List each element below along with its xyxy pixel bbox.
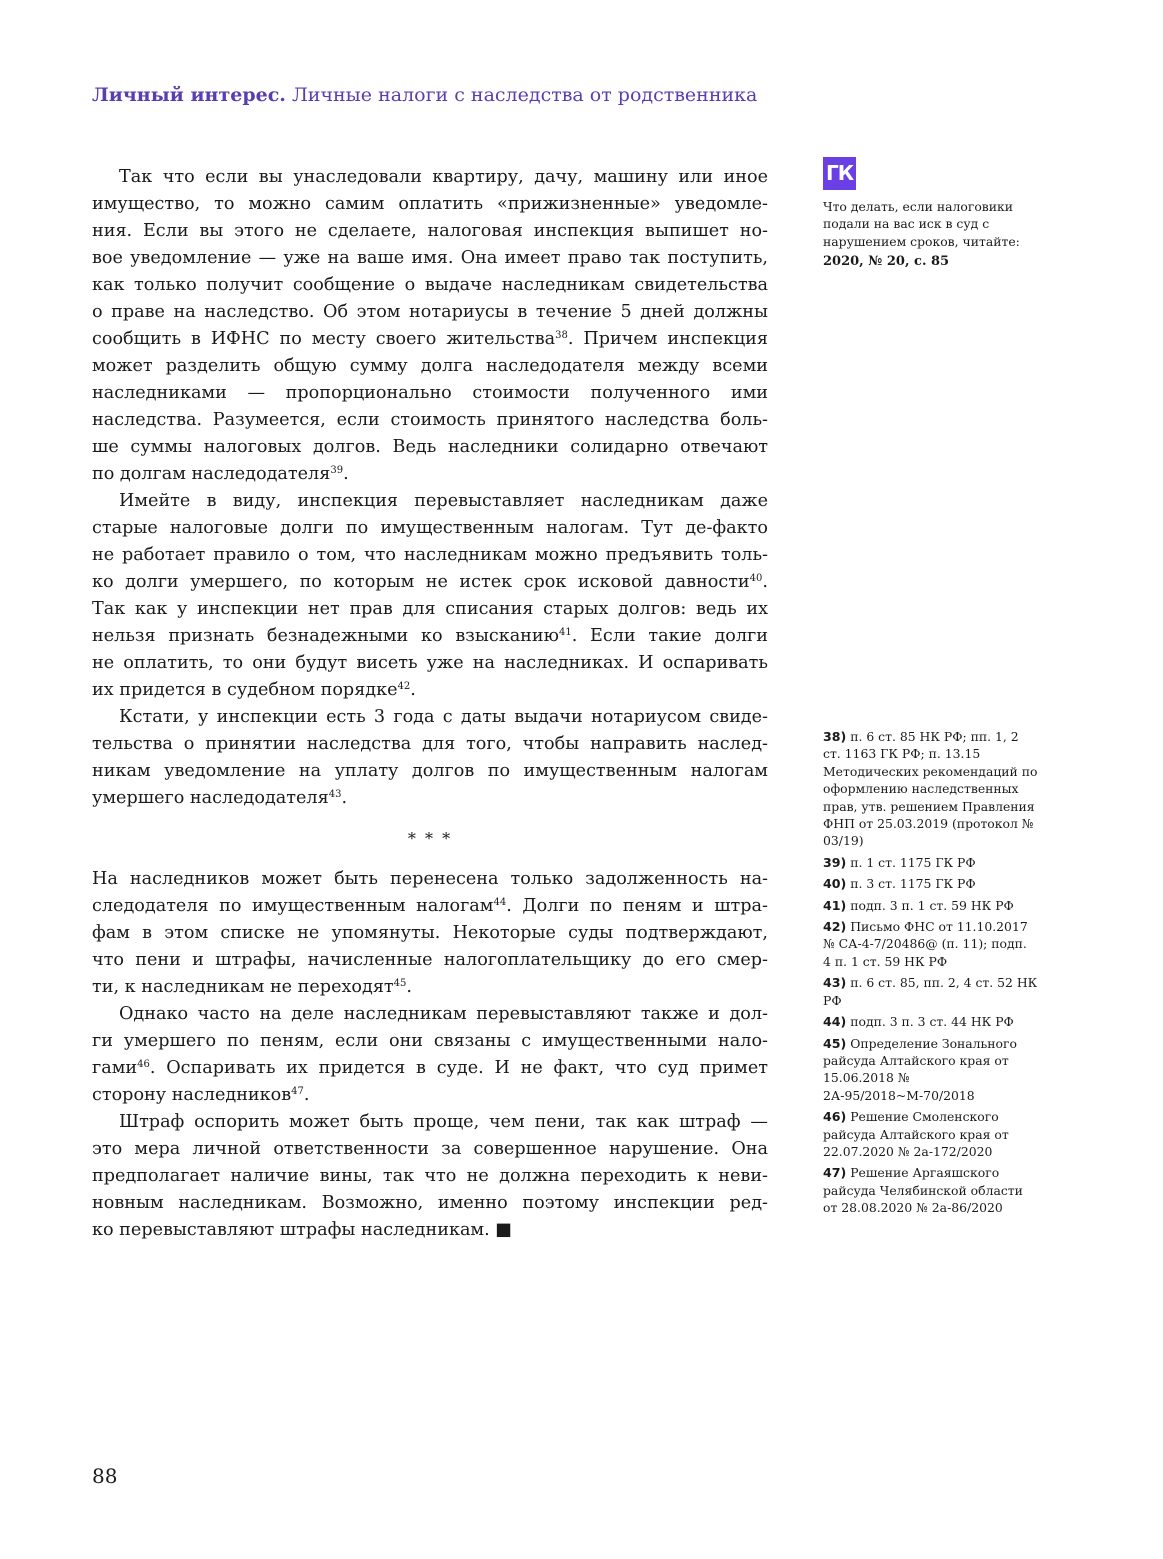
- header-title: Личные налоги с наследства от родственника: [291, 84, 758, 106]
- text-line: сторону наследников$^{47}$.: [92, 1085, 310, 1105]
- footnote-number: 39): [823, 854, 847, 870]
- text-line: не работает правило о том, что наследникам можно предъявить толь-: [92, 545, 768, 565]
- footnote: [823, 1108, 1038, 1160]
- section-separator: * * *: [407, 829, 453, 848]
- paragraph: [92, 866, 768, 1001]
- footnote: [823, 1013, 1038, 1030]
- text-line: Так что если вы унаследовали квартиру, дачу, машину или иное: [119, 167, 768, 187]
- footnote-ref: 46: [137, 1059, 150, 1070]
- text-line: наследниками — пропорционально стоимости полученного ими: [92, 383, 768, 403]
- footnote-ref: 44: [493, 897, 507, 908]
- footnote: [823, 854, 1038, 871]
- footnote: [823, 1035, 1038, 1105]
- footnote-text: Письмо ФНС от 11.10.2017 № СА-4-7/20486@ (п. 11); подп. 4 п. 1 ст. 59 НК РФ: [823, 919, 1028, 969]
- text-line: это мера личной ответственности за совершенное нарушение. Она: [92, 1139, 768, 1159]
- text-line: ко перевыставляют штрафы наследникам. ■: [92, 1220, 512, 1240]
- footnote-text: Решение Аргаяшского райсуда Челябинской области от 28.08.2020 № 2а-86/2020: [823, 1165, 1023, 1216]
- footnote-text: Определение Зонального райсуда Алтайского края от 15.06.2018 № 2А-95/2018~М-70/2018: [823, 1035, 1017, 1103]
- text-line: нельзя признать безнадежными ко взысканию$^{41}$. Если такие долги: [92, 626, 769, 646]
- paragraph: [92, 488, 768, 704]
- footnote-number: 44): [823, 1014, 847, 1030]
- text-line: новным наследникам. Возможно, именно поэтому инспекции ред-: [92, 1193, 768, 1213]
- footnote: [823, 974, 1038, 1009]
- page-number: 88: [92, 1464, 118, 1488]
- footnote-number: 46): [823, 1109, 847, 1125]
- text-line: На наследников может быть перенесена только задолженность на-: [92, 869, 768, 889]
- text-line: фам в этом списке не упомянуты. Некоторые суды подтверждают,: [92, 923, 768, 943]
- text-line: может разделить общую сумму долга наследодателя между всеми: [92, 356, 768, 376]
- paragraph: [92, 164, 768, 488]
- text-line: Имейте в виду, инспекция перевыставляет наследникам даже: [119, 491, 768, 511]
- footnote-text: п. 1 ст. 1175 ГК РФ: [846, 854, 976, 870]
- text-line: ния. Если вы этого не сделаете, налоговая инспекция выпишет но-: [92, 221, 768, 241]
- paragraph: [92, 704, 768, 812]
- footnote-ref: 38: [555, 330, 568, 341]
- footnote-number: 38): [823, 729, 847, 744]
- text-line: гами$^{46}$. Оспаривать их придется в суде. И не факт, что суд примет: [92, 1058, 768, 1078]
- footnote-text: п. 6 ст. 85, пп. 2, 4 ст. 52 НК РФ: [823, 975, 1038, 1008]
- text-line: Однако часто на деле наследникам перевыставляют также и дол-: [119, 1004, 768, 1024]
- running-header: [92, 84, 757, 106]
- text-line: ше суммы налоговых долгов. Ведь наследники солидарно отвечают: [92, 437, 768, 457]
- footnote: [823, 897, 1038, 914]
- footnote-ref: 41: [558, 627, 572, 638]
- text-line: ти, к наследникам не переходят$^{45}$.: [92, 977, 412, 997]
- footnote-ref: 45: [393, 978, 407, 989]
- article-body: [92, 164, 768, 1244]
- footnote-number: 40): [823, 876, 847, 892]
- footnotes: [823, 728, 1038, 1221]
- text-line: не оплатить, то они будут висеть уже на наследниках. И оспаривать: [92, 653, 768, 673]
- footnote-ref: 43: [328, 789, 342, 800]
- text-line: Так как у инспекции нет прав для списания старых долгов: ведь их: [92, 599, 768, 619]
- magazine-logo: ГК: [823, 157, 856, 190]
- footnote-text: п. 3 ст. 1175 ГК РФ: [846, 876, 976, 892]
- text-line: их придется в судебном порядке$^{42}$.: [92, 680, 416, 700]
- footnote: [823, 728, 1038, 850]
- footnote-text: подп. 3 п. 3 ст. 44 НК РФ: [846, 1014, 1014, 1030]
- footnote-ref: 39: [330, 465, 344, 476]
- text-line: предполагает наличие вины, так что не должна переходить к неви-: [92, 1166, 768, 1186]
- footnote-number: 45): [823, 1035, 847, 1051]
- footnote-number: 47): [823, 1165, 847, 1181]
- text-line: ко долги умершего, по которым не истек срок исковой давности$^{40}$.: [92, 572, 768, 592]
- text-line: ги умершего по пеням, если они связаны с имущественными нало-: [92, 1031, 768, 1051]
- footnote: [823, 918, 1038, 970]
- footnote-ref: 47: [291, 1086, 304, 1097]
- sidebar-promo: [823, 198, 1038, 271]
- footnote-number: 41): [823, 897, 847, 913]
- text-line: как только получит сообщение о выдаче наследникам свидетельства: [92, 275, 768, 295]
- text-line: никам уведомление на уплату долгов по имущественным налогам: [92, 761, 768, 781]
- text-line: наследства. Разумеется, если стоимость принятого наследства боль-: [92, 410, 768, 430]
- text-line: умершего наследодателя$^{43}$.: [92, 788, 348, 808]
- footnote: [823, 1164, 1038, 1216]
- paragraph: [92, 1001, 768, 1109]
- footnote: [823, 875, 1038, 892]
- header-section: Личный интерес.: [92, 84, 286, 106]
- footnote-text: п. 6 ст. 85 НК РФ; пп. 1, 2 ст. 1163 ГК РФ; п. 13.15 Методических рекомендаций по оформлению наследственных прав, утв. решением Правления ФНП от 25.03.2019 (протокол № 03/19): [823, 729, 1038, 849]
- text-line: сообщить в ИФНС по месту своего жительства$^{38}$. Причем инспекция: [92, 329, 768, 349]
- text-line: по долгам наследодателя$^{39}$.: [92, 464, 349, 484]
- text-line: что пени и штрафы, начисленные налогоплательщику до его смер-: [92, 950, 768, 970]
- text-line: следодателя по имущественным налогам$^{44}$. Долги по пеням и штра-: [92, 896, 768, 916]
- paragraph: [92, 1109, 768, 1244]
- text-line: о праве на наследство. Об этом нотариусы в течение 5 дней должны: [92, 302, 768, 322]
- footnote-text: подп. 3 п. 1 ст. 59 НК РФ: [846, 897, 1014, 913]
- text-line: Штраф оспорить может быть проще, чем пени, так как штраф —: [119, 1112, 768, 1132]
- text-line: старые налоговые долги по имущественным налогам. Тут де-факто: [92, 518, 768, 538]
- promo-text: Что делать, если налоговики подали на вас иск в суд с нарушением сроков, читайте:: [823, 199, 1020, 249]
- footnote-ref: 40: [749, 573, 763, 584]
- text-line: тельства о принятии наследства для того, чтобы направить наслед-: [92, 734, 768, 754]
- footnote-text: Решение Смоленского райсуда Алтайского края от 22.07.2020 № 2а-172/2020: [823, 1109, 1009, 1159]
- text-line: вое уведомление — уже на ваше имя. Она имеет право так поступить,: [92, 248, 768, 268]
- promo-reference: 2020, № 20, с. 85: [823, 254, 950, 270]
- text-line: имущество, то можно самим оплатить «прижизненные» уведомле-: [92, 194, 768, 214]
- footnote-number: 42): [823, 919, 847, 935]
- footnote-number: 43): [823, 975, 847, 991]
- footnote-ref: 42: [397, 681, 411, 692]
- text-line: Кстати, у инспекции есть 3 года с даты выдачи нотариусом свиде-: [119, 707, 768, 727]
